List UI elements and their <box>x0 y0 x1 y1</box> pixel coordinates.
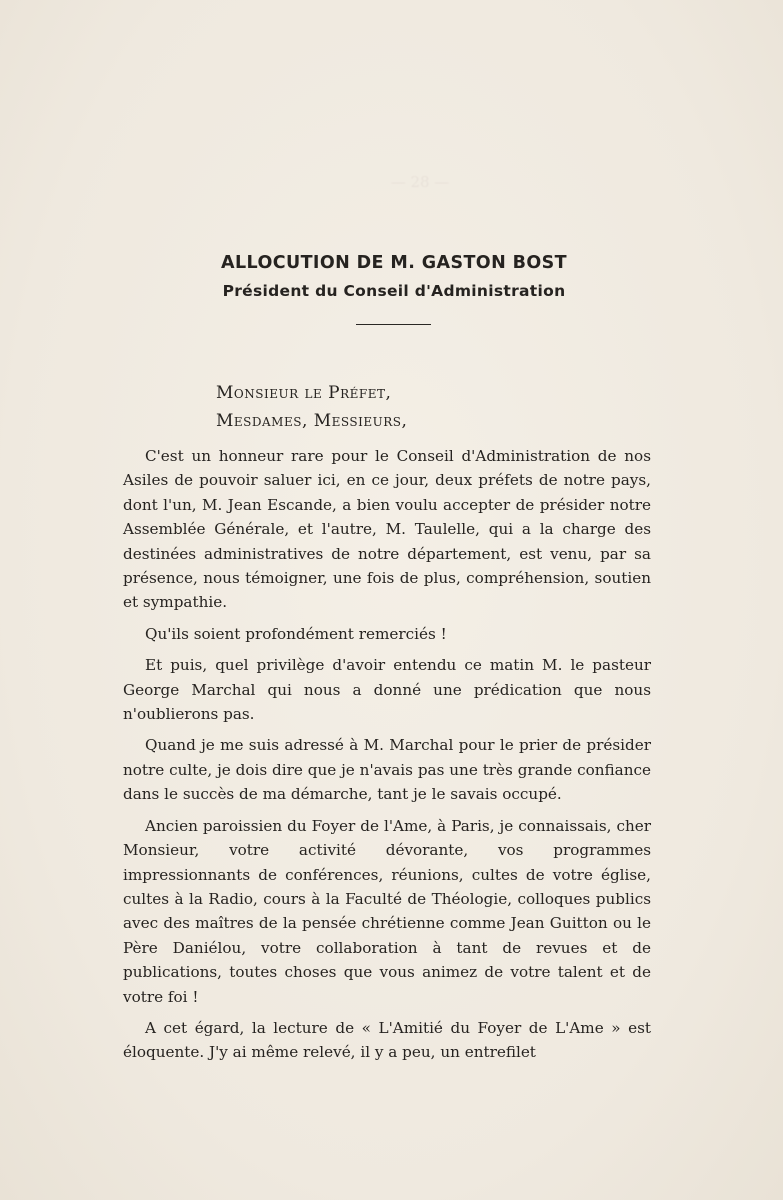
show-through-page-number: — 28 — <box>390 173 450 191</box>
paragraph: Ancien paroissien du Foyer de l'Ame, à Paris, je connaissais, cher Monsieur, votre activité dévorante, vos programmes impressionnants de conférences, réunions, cultes de votre église, cultes à la Radio, cours à la Faculté de Théologie, colloques publics avec des maîtres de la pensée chrétienne comme Jean Guitton ou le Père Daniélou, votre collaboration à tant de revues et de publications, toutes choses que vous animez de votre talent et de votre foi ! <box>123 816 651 1006</box>
paragraph: C'est un honneur rare pour le Conseil d'Administration de nos Asiles de pouvoir saluer ici, en ce jour, deux préfets de notre pays, dont l'un, M. Jean Escande, a bien voulu accepter de présider notre Assemblée Générale, et l'autre, M. Taulelle, qui a la charge des destinées administratives de notre département, est venu, par sa présence, nous témoigner, une fois de plus, compréhension, soutien et sympathie. <box>123 447 651 612</box>
paragraph: Quand je me suis adressé à M. Marchal pour le prier de présider notre culte, je dois dire que je n'avais pas une très grande confiance dans le succès de ma démarche, tant je le savais occupé. <box>123 736 651 804</box>
page-title: ALLOCUTION DE M. GASTON BOST <box>221 253 567 273</box>
page-subtitle: Président du Conseil d'Administration <box>222 282 566 300</box>
paragraph: A cet égard, la lecture de « L'Amitié du Foyer de L'Ame » est éloquente. J'y ai même relevé, il y a peu, un entrefilet <box>123 1018 651 1062</box>
salutation-line-1: Monsieur le Préfet, <box>216 383 392 403</box>
paragraph: Et puis, quel privilège d'avoir entendu ce matin M. le pasteur George Marchal qui nous a donné une prédication que nous n'oublierons pas. <box>123 656 651 724</box>
paragraph: Qu'ils soient profondément remerciés ! <box>145 624 447 643</box>
heading-block <box>0 250 783 302</box>
title-divider <box>356 324 431 325</box>
salutation-line-2: Mesdames, Messieurs, <box>216 411 408 431</box>
speech-body <box>123 444 651 1072</box>
